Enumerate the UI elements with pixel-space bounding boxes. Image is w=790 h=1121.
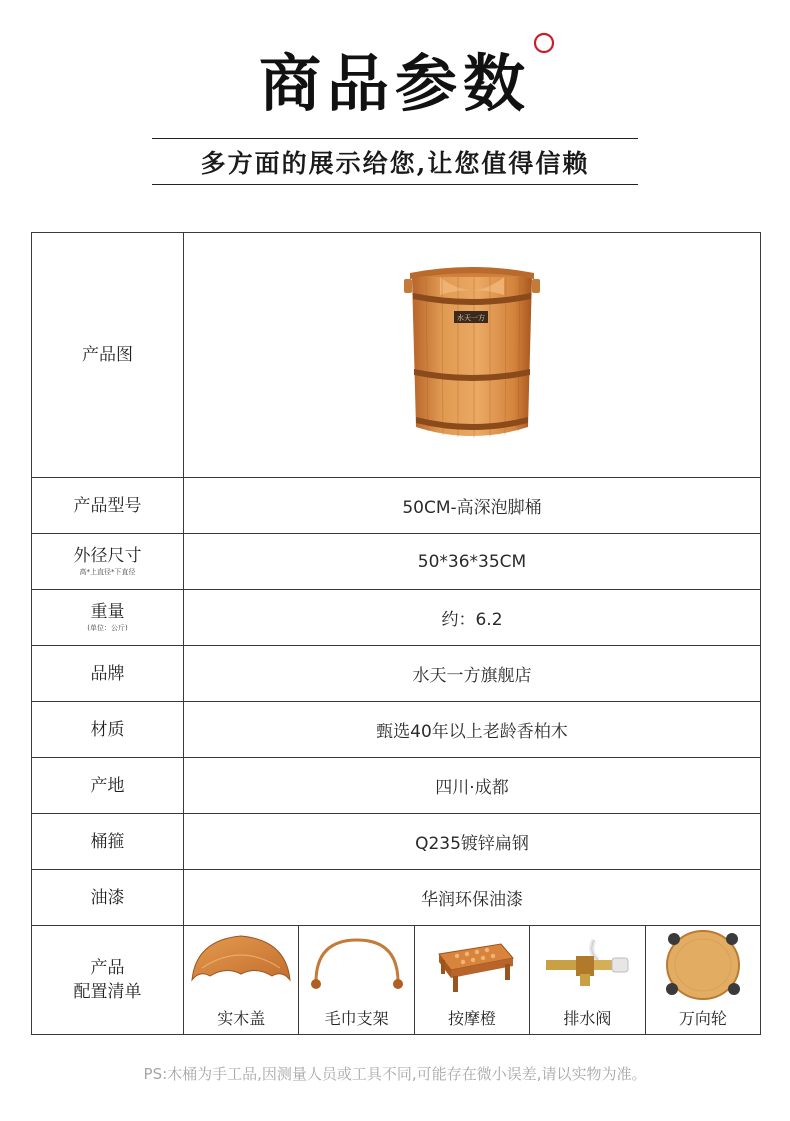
drain-valve-icon: [532, 930, 642, 1000]
row-value: 华润环保油漆: [184, 870, 761, 926]
table-row: [32, 590, 761, 646]
row-value: Q235镀锌扁钢: [184, 814, 761, 870]
config-item-universal-wheel: 万向轮: [645, 926, 760, 1034]
product-image-label: 产品图: [82, 345, 133, 365]
table-row: [32, 534, 761, 590]
config-list-row: [32, 926, 761, 1035]
page-subtitle: 多方面的展示给您,让您值得信赖: [152, 138, 638, 185]
row-label-note: (单位：公斤): [87, 624, 128, 632]
footnote-disclaimer: PS:木桶为手工品,因测量人员或工具不同,可能存在微小误差,请以实物为准。: [143, 1065, 647, 1083]
row-label: 桶箍: [32, 814, 184, 870]
product-image-row: [32, 233, 761, 478]
massage-stool-icon: [417, 930, 527, 1000]
row-label: 材质: [32, 702, 184, 758]
towel-rack-icon: [302, 930, 412, 1000]
row-value: 50*36*35CM: [184, 534, 761, 590]
brand-plate-text: 水天一方: [457, 314, 485, 322]
config-item-drain-valve: 排水阀: [529, 926, 644, 1034]
row-label: [32, 233, 184, 478]
table-row: [32, 870, 761, 926]
row-label: 重量 (单位：公斤): [32, 590, 184, 646]
wooden-lid-icon: [186, 930, 296, 1000]
config-item-towel-rack: 毛巾支架: [298, 926, 413, 1034]
config-item-massage-stool: 按摩橙: [414, 926, 529, 1034]
row-label: 油漆: [32, 870, 184, 926]
row-value: 50CM-高深泡脚桶: [184, 478, 761, 534]
universal-wheel-icon: [648, 927, 758, 1003]
title-ring-decoration: [531, 30, 557, 56]
row-label: 品牌: [32, 646, 184, 702]
config-label-cell: 产品 配置清单: [32, 926, 184, 1035]
config-item-wooden-lid: 实木盖: [184, 926, 298, 1034]
row-value: 水天一方旗舰店: [184, 646, 761, 702]
foot-bath-barrel-image: [392, 255, 552, 455]
row-label: 外径尺寸 高*上直径*下直径: [32, 534, 184, 590]
product-parameter-table: [31, 232, 761, 1035]
row-label: 产品型号: [32, 478, 184, 534]
page-title: 商品参数: [258, 47, 531, 120]
config-items-cell: [184, 926, 761, 1035]
table-row: [32, 702, 761, 758]
row-label-note: 高*上直径*下直径: [79, 568, 136, 576]
row-value: 约：6.2: [184, 590, 761, 646]
row-label: 产地: [32, 758, 184, 814]
table-row: [32, 758, 761, 814]
table-row: [32, 646, 761, 702]
table-row: [32, 814, 761, 870]
product-image-cell: [184, 233, 761, 478]
table-row: [32, 478, 761, 534]
row-value: 甄选40年以上老龄香柏木: [184, 702, 761, 758]
row-value: 四川·成都: [184, 758, 761, 814]
